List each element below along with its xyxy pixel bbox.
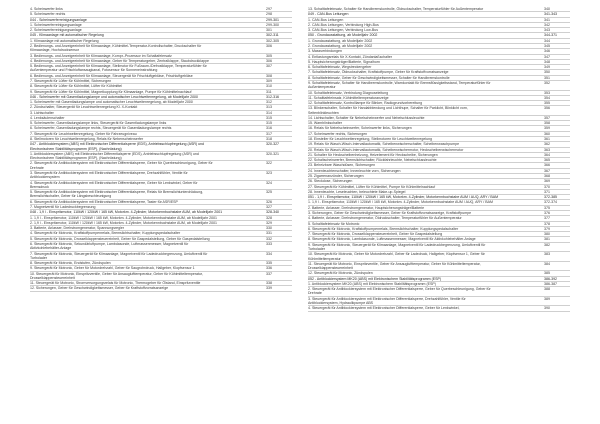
toc-entry-page: 308 [266, 73, 272, 78]
toc-entry-title: 2. Zündschalter, Steuergerät für Leuchtweitenregelung Kl. X-Kontakt [30, 105, 138, 110]
toc-entry [30, 252, 292, 262]
toc-entry-page: 320-321 [266, 151, 280, 156]
toc-entry-title: 3. CAN-Bus Leitungen, Verbindung Low-Bus [308, 28, 378, 33]
toc-entry-title: 3. Lichtschalter [30, 110, 54, 115]
toc-entry-title: 049 - CAN-Bus Leitungen [308, 12, 349, 17]
toc-entry-page: 383 [544, 252, 550, 257]
toc-entry-title: 4. Scheinwerfer links [30, 7, 63, 11]
toc-entry-title: 7. Steuergerät für Leuchtweitenregelung, Geber für Fahrzeugniveau [30, 131, 137, 136]
toc-entry-page: 350 [544, 70, 550, 75]
toc-entry-title: 15. Warnblinkschalter [308, 121, 342, 126]
toc-entry-page: 361 [544, 137, 550, 142]
toc-entry-title: 3. Batterie, Anlasser, Drehstromgenerator, Spannungsregler [30, 226, 125, 231]
toc-entry-page: 354 [544, 95, 550, 100]
toc-entry-page: 302-305 [266, 38, 280, 43]
toc-entry-page: 347 [544, 54, 550, 59]
toc-entry-page: 328-340 [266, 210, 280, 215]
toc-entry-title: 25. Zigarrenanzünder, Sicherungen [308, 174, 364, 178]
toc-entry-page: 390 [544, 306, 550, 311]
toc-entry-page: 310 [266, 84, 272, 89]
toc-entry-title: 4. Steuergerät für Antiblockiersystem mit Elektronischer Differentialsperre, Geber für Lenkwinkel, [308, 306, 460, 311]
toc-entry-page: 385 [544, 271, 550, 276]
toc-entry-title: 3. Steuergerät für Antiblockiersystem mit Elektronischer Differentialsperre, Drehzahlfühler, Ventile für Antiblockiersystem, Hydraulikpumpe ABS [308, 296, 466, 306]
toc-entry-page: 389 [544, 296, 550, 301]
toc-entry-page: 306 [266, 43, 272, 48]
toc-section-heading [30, 142, 292, 152]
toc-entry-title: 050 - Grundausstattung, ab Modelljahr 2002 [308, 33, 378, 38]
toc-entry-title: 048 - 1,9 l - Einspritzmotor, 110kW / 120kW / 165 kW, Motorkm. 4-Zylinder, Motorkennbuchstabe AUM, ab Modelljahr 2001 [30, 210, 223, 215]
toc-entry-title: 5. Scheinwerfer rechts [30, 12, 66, 17]
toc-entry-title: 1. Scheinwerferreinigungsanlage [30, 22, 82, 27]
toc-entry-page: 320-327 [266, 142, 280, 147]
toc-entry-title: 21. Schalter für Heckscheibenheizung, Heizelement für Heckscheibe, Sicherungen [308, 152, 438, 157]
toc-entry-page: 313 [266, 105, 272, 110]
toc-entry-page: 333 [266, 241, 272, 246]
toc-entry-title: 5. Bedienungs- und Anzeigeeinheit für Klimaanlage, Stellmotor für Fußraum-/Defrostklappe, Temperaturfühler für Außentemperatur und Frischluftansaugkanal, Fotosensor für Sonneneinstrahlung [30, 64, 207, 73]
toc-entry-title: 22. Schaltscheinwerfer, Bremslichtschalter, Rückfahrleuchte, Nebelschlussleuchte [308, 158, 437, 163]
toc-entry-page: 386-392 [544, 276, 558, 281]
toc-entry-page: 380 [544, 232, 550, 237]
toc-entry-title: 044 - Scheinwerferreinigungsanlage [30, 17, 87, 22]
toc-entry-page: 341-343 [544, 12, 558, 17]
toc-entry-page: 299-301 [266, 17, 280, 22]
toc-entry-page: 316 [266, 126, 272, 131]
toc-entry-title: 1. 1,9 l - Einspritzmotor, 110kW / 120kW / 165 kW, Motorkm. 4-Zylinder, Motorkennbuchstabe AUM / AUQ, ARY / BAM [308, 200, 493, 205]
toc-entry-page: 337 [266, 271, 272, 276]
toc-entry-title: 10. Steuergerät für Motronic, Einspritzventile, Geber für Ansauglufttemperatur, Geber für Kühlmitteltemperatur, Drosselklappensteuereinheit [30, 271, 203, 280]
toc-entry-page: 299-300 [266, 22, 280, 27]
toc-entry-title: 047 - Antiblockiersystem (ABS) mit Elektronischer Differentialsperre (EDS), Antriebsschlupfregelung (ASR) und Electronischem Stabilitätsprogramm (ESP), (Nachrüstung) [30, 142, 204, 151]
toc-entry-title: 6. Steuergerät für Antiblockiersystem mit Elektronischer Differentialsperre, Taster für ASR/ESP [30, 199, 178, 204]
toc-entry-title: 7. Steuergerät für Motronic, Drosselklappensteuereinheit, Geber für Gaspedalstellung [308, 232, 443, 237]
toc-entry [308, 243, 570, 253]
toc-entry-page: 318 [266, 137, 272, 142]
toc-entry-page: 336 [266, 266, 272, 271]
toc-entry-page: 330 [266, 226, 272, 231]
toc-entry-title: 7. Steuergerät für Lüfter für Kühlmittel, Sicherungen [30, 78, 112, 83]
toc-entry-title: 1. Grundausstattung, ab Modelljahr 2002 [308, 38, 373, 43]
toc-entry-title: 9. Steuergerät für Motronic, Steuergerät für Klimaanlage, Magnetventil für Ladedruckbegrenzung, Umluftventil für Turbolader [308, 242, 486, 251]
toc-entry-title: 24. Innenleuchtenschalter, Innenleuchte vorn, Sicherungen [308, 168, 401, 173]
toc-entry-title: 11. Schalttafeleinsatz, Kühlmitteltemperaturanzeige [308, 95, 389, 100]
toc-entry [30, 152, 292, 162]
toc-entry-page: 368 [544, 174, 550, 178]
toc-entry-title: 4. Batterie, Anlasser, Drehstromgenerator, Öldruckschalter, Temperaturfühler für Außentemperatur [308, 216, 462, 221]
toc-entry-title: 2. Batterie, Anlasser, Drehstromgenerator, Hauptsicherungsträger/Batterie [308, 205, 425, 210]
toc-entry-title: 4. Steuergerät für Antiblockiersystem mit Elektronischer Differentialsperre, Geber für Lenkwinkel, Geber für Bremsdruck [30, 180, 198, 189]
toc-entry-title: 5. Steuergerät für Motronic, Drosselklappensteuereinheit, Geber für Gaspedalstellung, Geber für Gaspedalstellung [30, 236, 210, 241]
toc-entry-page: 372-374 [544, 200, 558, 205]
toc-entry-title: 7. Schalttafeleinsatz, Öldruckschalter, Kraftstoffpumpe, Geber für Kraftstoffvorratsanzeige [308, 70, 449, 75]
toc-entry [308, 306, 570, 311]
toc-entry-page: 343 [544, 28, 550, 33]
toc-entry-title: 5. Schalttafeleinsatz für Motronic [308, 221, 360, 226]
toc-entry-title: 8. Steuergerät für Motronic, Endstufen, Zündspulen [30, 261, 111, 266]
toc-entry-page: 363 [544, 147, 550, 152]
toc-entry-title: 2. CAN-Bus Leitungen, Verbindung High-Bus [308, 22, 379, 27]
toc-entry-page: 353 [544, 90, 550, 95]
toc-entry-title: 5. Hauptsicherungsträger/Batterie, Signalhorn [308, 59, 380, 64]
toc-entry-page: 297 [266, 7, 272, 11]
toc-entry-page: 302-311 [266, 33, 279, 38]
toc-entry-page: 307 [266, 64, 272, 69]
toc-entry-page: 344-371 [544, 33, 558, 38]
toc-entry-title: 16. Relais für Nebelscheinwerfer, Scheinwerfer links, Sicherungen [308, 126, 412, 131]
toc-entry-page: 315 [266, 121, 272, 126]
toc-entry-title: 2. 1,9 l - Einspritzmotor, 110kW / 120kW / 165 kW, Motorkm. 4-Zylinder, Motorkennbuchstabe AUM, ab Modelljahr 2001 [30, 220, 218, 225]
toc-entry-title: 4. Bedienungs- und Anzeigeeinheit für Klimaanlage, Geber für Temperaturgeber, Zentralklappe, Staubdruckklappe [30, 58, 209, 63]
toc-entry-page: 329 [266, 220, 272, 225]
toc-entry-title: 13. Schalttafeleinsatz, Schalter für Handbremskontrolle, Öldruckschalter, Temperaturfühler für Außentemperatur [308, 7, 484, 11]
toc-entry-page: 349 [544, 65, 550, 70]
toc-entry-page: 386-387 [544, 281, 558, 286]
toc-entry-title: 051 - 1,9 l - Einspritzmotor, 110kW / 120kW / 165 kW, Motorkm. 4-Zylinder, Motorkennbuchstabe AUM / AUQ, ARY / BAM [308, 195, 499, 200]
toc-entry-title: 1. Antiblockiersystem MK20 (ABS) mit Elektronischem Stabilitätsprogramm (ESP) [308, 281, 436, 286]
toc-entry-page: 359 [544, 126, 550, 131]
toc-entry-title: 12. Steuergerät für Motronic, Zündspulen [308, 271, 373, 276]
toc-entry-page: 323 [266, 171, 272, 175]
toc-entry-title: 13. Blinkerschalter, Schalter für Handabblendung und Lichthupe, Schalter für Parklicht, Blinklicht vorn, Seitenblinkleuchten [308, 106, 468, 115]
toc-entry-page: 379 [544, 226, 550, 231]
toc-entry-page: 366 [544, 163, 550, 168]
toc-entry-title: 8. Schalttafeleinsatz, Geber für Geschwindigkeitsmesser, Schalter für Handbremskontrolle [308, 75, 450, 80]
toc-entry-title: 1. 1,9 l - Einspritzmotor, 110kW / 120kW / 165 kW, Motorkm. 4-Zylinder, Motorkennbuchstabe AUM, ab Modelljahr 2001 [30, 215, 218, 220]
toc-entry-page: 348 [544, 59, 550, 64]
toc-entry-page: 335 [266, 261, 272, 266]
toc-entry-title: 19. Relais für Wasch-Wisch-Intervallautomatik, Scheibenwischerschalter, Scheibenwaschpumpe [308, 142, 460, 147]
toc-entry-title: 4. Lenksäulenschalter [30, 115, 65, 120]
toc-entry-title: 12. Schalttafeleinsatz, Kontrolllampe für Blinker, Radiogrundvorbereitung [308, 101, 423, 106]
toc-entry-title: 28. Innenleuchte, Leseleuchten, beleuchtete Make-up-Spiegel [308, 189, 406, 194]
toc-entry-page: 364 [544, 152, 550, 157]
toc-entry-title: 8. Steuergerät für Lüfter für Kühlmittel, Lüfter für Kühlmittel [30, 84, 123, 89]
toc-entry-title: 2. Steuergerät für Antiblockiersystem mit Elektronischer Differentialsperre, Geber für Querbeschleunigung, Geber für Drehrate [308, 287, 491, 296]
toc-entry-title: 23. Beheizbare Waschdüsen, Sicherungen [308, 163, 376, 168]
toc-entry-title: 2. Steuergerät für Antiblockiersystem mit Elektronischer Differentialsperre, Geber für Querbeschleunigung, Geber für Drehrate [30, 161, 213, 170]
toc-entry-page: 370 [544, 184, 550, 189]
toc-entry-page: 326 [266, 199, 272, 204]
toc-entry-title: 17. Scheinwerfer rechts, Sicherungen [308, 131, 368, 136]
toc-entry-title: 9. Steuergerät für Lüfter für Kühlmittel, Magnetkupplung für Klimaanlage, Pumpe für Kühlmittelnachlauf [30, 89, 192, 94]
toc-entry [30, 190, 292, 200]
toc-entry-page: 355 [544, 101, 550, 106]
toc-entry-page: 298 [266, 12, 272, 17]
toc-entry-title: 2. Grundausstattung, ab Modelljahr 2002 [308, 43, 373, 48]
toc-entry-page: 332 [266, 236, 272, 241]
toc-entry-title: 7. Steuergerät für Motronic, Steuergerät für Klimaanlage, Magnetventil für Ladedruckbegrenzung, Umluftventil für Turbolader [30, 251, 208, 260]
toc-entry [30, 272, 292, 282]
toc-entry-page: 322 [266, 161, 272, 166]
toc-entry [308, 81, 570, 91]
toc-entry-title: 1. CAN-Bus Leitungen [308, 17, 344, 22]
toc-entry-title: 3. Massverbindungen [308, 49, 342, 54]
toc-entry-page: 377 [544, 216, 550, 221]
toc-entry-title: 5. Scheinwerfer, Gasentladungslampe links, Steuergerät für Gasentladungslampe links [30, 121, 167, 126]
toc-entry-page: 365 [544, 158, 550, 163]
toc-entry-page: 327 [266, 204, 272, 209]
toc-entry-page: 346 [544, 49, 550, 54]
toc-entry-title: 1. Klimaanlage mit automatischer Regelung [30, 38, 99, 43]
toc-entry-page: 384 [544, 261, 550, 266]
toc-entry-title: 20. Relais für Wasch-Wisch-Intervallautomatik, Scheibenwischermotor, Heckscheibenwischermotor [308, 147, 464, 152]
toc-entry-page: 369 [544, 179, 550, 184]
toc-entry-page: 301 [266, 28, 272, 33]
toc-entry-title: 11. Steuergerät für Motronic, Einspritzventile, Geber für Ansauglufttemperatur, Geber für Kühlmitteltemperatur, Drosselklappensteuereinheit [308, 261, 481, 271]
toc-entry [30, 286, 292, 291]
toc-entry-title: 6. Steuergerät für Motronic, Kraftstoffpumpenrelais, Bremslichtschalter, Kupplungspedalschalter [308, 226, 459, 231]
toc-entry-page: 317 [266, 131, 272, 136]
toc-entry [30, 242, 292, 252]
toc-entry-title: 5. Steuergerät für Antiblockiersystem mit Elektronischer Differentialsperre, Relais für Bremslichtunterdrückung, Bremslichtschalter, Geber für Längsbeschleunigung [30, 190, 204, 199]
toc-entry-title: 10. Schalttafeleinsatz, Verbindung Diagnoseleitung [308, 90, 389, 95]
toc-entry-page: 367 [544, 168, 550, 173]
toc-entry [30, 64, 292, 74]
toc-left-column [30, 7, 292, 292]
toc-entry-page: 358 [544, 121, 550, 126]
toc-entry-title: 1. Antiblockiersystem (ABS) mit Elektronischer Differentialsperre (EDS), Antriebsschlupfregelung (ASR) und Electronischem Stabilitätsprogramm (ESP), (Nachrüstung) [30, 151, 199, 161]
toc-entry-page: 381 [544, 237, 550, 242]
toc-entry-title: 4. Entlastungsrelais für X-Kontakt, Zündanlaßschalter [308, 54, 392, 59]
toc-entry-title: 045 - Klimaanlage mit automatischer Regelung [30, 33, 104, 38]
toc-entry [30, 161, 292, 171]
toc-entry-page: 388 [544, 287, 550, 292]
toc-entry-page: 352 [544, 80, 550, 85]
toc-entry-title: 052 - Antiblockiersystem MK20 (ABS) mit Elektronischem Stabilitätsprogramm (ESP) [308, 276, 442, 281]
toc-entry-title: 6. Scheinwerfer, Gasentladungslampe rechts, Steuergerät für Gasentladungslampe rechts [30, 126, 172, 131]
toc-entry-page: 372-385 [544, 195, 558, 200]
toc-entry-page: 312-316 [266, 94, 280, 99]
toc-entry [30, 44, 292, 54]
toc-entry-page: 356 [544, 106, 550, 111]
toc-entry-title: 26. Steckdose, Sicherungen [308, 179, 353, 184]
toc-entry [30, 181, 292, 191]
toc-entry-page: 339 [266, 286, 272, 291]
toc-entry-title: 11. Steuergerät für Motronic, Stromversorgungsrelais für Motronic, Thermogeber für Ölstand, Einspritzventile [30, 281, 201, 286]
toc-entry [308, 297, 570, 307]
toc-entry-page: 371 [544, 189, 550, 194]
toc-entry-title: 2. Bedienungs- und Anzeigeeinheit für Klimaanlage, Kühlmittel-Temperatur-Kontrollschalter, Druckschalter für Klimaanlage, Hochdrucksensor [30, 43, 202, 53]
toc-entry-page: 314 [266, 110, 272, 115]
toc-entry-page: 360 [544, 131, 550, 136]
toc-entry-page: 338 [266, 281, 272, 286]
toc-entry-title: 1. Scheinwerfer mit Gasentladungslampe und automatischer Leuchtweitenregelung, ab Modelljahr 2000 [30, 100, 193, 105]
toc-entry-page: 328 [266, 215, 272, 220]
toc-entry-title: 6. Bedienungs- und Anzeigeeinheit für Klimaanlage, Steuergerät für Frischluftgebläse, Frischluftgebläse [30, 73, 193, 78]
toc-entry-page: 309 [266, 78, 272, 83]
toc-entry [30, 171, 292, 181]
toc-entry-page: 315 [266, 115, 272, 120]
toc-entry-page: 376 [544, 210, 550, 215]
toc-entry-title: 10. Steuergerät für Motronic, Geber für Motordrehzahl, Geber für Ladedruck, Hallgeber, Klopfsensor 1, Geber für Kühlmitteltemperatur [308, 252, 485, 261]
toc-entry-title: 18. Einsteller für Leuchtweitenregelung, Stellmotoren für Leuchtweitenregelung [308, 137, 433, 142]
toc-entry-title: 8. Steuergerät für Motronic, Lambdasonde, Luftmassenmesser, Magnetventil für Aktivkohlebehälter-Anlage [308, 237, 476, 242]
toc-entry-page: 345 [544, 43, 550, 48]
toc-entry-page: 382 [544, 242, 550, 247]
toc-entry-title: 27. Steuergerät für Kühlmittel, Lüfter für Kühlmittel, Pumpe für Kühlmittelnachlauf [308, 184, 436, 189]
toc-entry-title: 3. Bedienungs- und Anzeigeeinheit für Klimaanlage, Kompr.-Prozessor im Schaltafelersatz [30, 53, 172, 58]
toc-entry-page: 312 [266, 100, 272, 105]
toc-entry-page: 344 [544, 38, 550, 43]
toc-entry [308, 106, 570, 116]
toc-entry-page: 331 [266, 231, 272, 236]
toc-entry-page: 341 [544, 17, 550, 22]
toc-entry-title: 8. Stellmotoren für Leuchtweitenregelung, Relais für Nebenscheinwerfer [30, 137, 144, 142]
toc-entry-page: 378 [544, 221, 550, 226]
toc-entry-title: 3. Steuergerät für Antiblockiersystem mit Elektronischer Differentialsperre, Drehzahlfühler, Ventile für Antiblockiersystem [30, 171, 188, 180]
toc-entry [308, 252, 570, 262]
toc-entry [308, 262, 570, 272]
toc-entry [308, 287, 570, 297]
toc-entry-title: 3. Sicherungen, Geber für Geschwindigkeitsmesser, Geber für Kraftstoffvorratsanzeige, Kraftstoffpumpe [308, 210, 472, 215]
toc-entry-page: 375 [544, 205, 550, 210]
toc-entry-title: 6. Schalttafeleinsatz, Wegstreckengeber [308, 65, 372, 70]
toc-entry-page: 311 [266, 89, 272, 94]
toc-entry-title: 12. Sicherungen, Geber für Geschwindigkeitsmesser, Geber für Kraftstoffvorratsanzeige [30, 286, 169, 291]
toc-entry-page: 325 [266, 190, 272, 195]
toc-entry-page: 305 [266, 53, 272, 58]
toc-entry-page: 334 [266, 251, 272, 256]
toc-entry-title: 14. Lichtschalter, Schalter für Nebelscheinwerfer und Nebelschlussleuchte [308, 115, 425, 120]
toc-entry-title: 9. Schalttafeleinsatz, Schalter für Handbremskontrolle, Warnkontakt für Bremsflüssigkeitsstand, Temperaturfühler für Außentemperatur [308, 80, 491, 90]
toc-entry-page: 306 [266, 58, 272, 63]
toc-entry-page: 357 [544, 115, 550, 120]
toc-entry-title: 4. Steuergerät für Motronic, Kraftstoffpumpenrelais, Bremslichtschalter, Kupplungspedalschalter [30, 231, 181, 236]
toc-entry-page: 362 [544, 142, 550, 147]
toc-entry-title: 2. Scheinwerferreinigungsanlage [30, 28, 82, 33]
toc-entry-title: 7. Magnetventil für Ladedruckbegrenzung [30, 204, 96, 209]
toc-entry-title: 9. Steuergerät für Motronic, Geber für Motordrehzahl, Geber für Saugrohrdruck, Hallgeber, Klopfsensor 1 [30, 266, 195, 271]
toc-entry-page: 324 [266, 180, 272, 185]
toc-entry-page: 340 [544, 7, 550, 11]
toc-entry-title: 6. Steuergerät für Motronic, Sekundärluftpumpe, Lambdasonde, Luftmassenmesser, Magnetventil für Aktivkohlebehälter-Anlage [30, 241, 189, 251]
toc-entry-page: 342 [544, 22, 550, 27]
toc-entry-page: 351 [544, 75, 550, 80]
toc-right-column [308, 7, 570, 312]
toc-entry-title: 046 - Scheinwerfer mit Gasentladungslampe und automatischer Leuchtweitenregelung, ab Modelljahr 2000 [30, 94, 198, 99]
